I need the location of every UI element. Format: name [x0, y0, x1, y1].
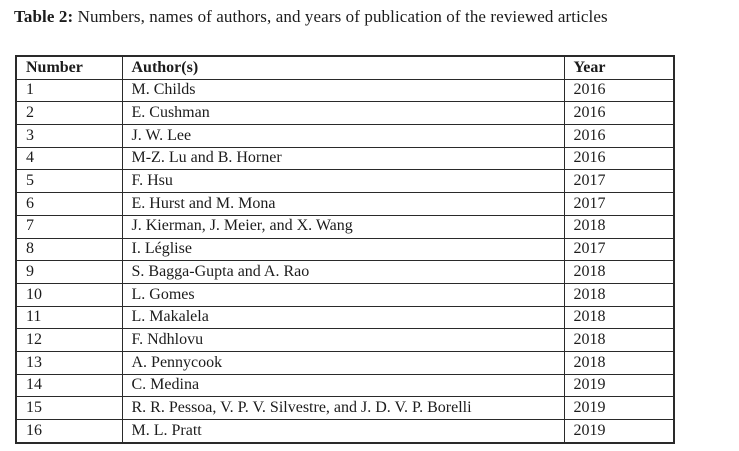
table-row — [16, 215, 674, 238]
cell-number: 3 — [16, 125, 122, 148]
table-row — [16, 261, 674, 284]
cell-authors: E. Cushman — [122, 102, 564, 125]
cell-year: 2016 — [564, 125, 674, 148]
cell-number: 13 — [16, 351, 122, 374]
cell-number: 7 — [16, 215, 122, 238]
cell-authors: L. Gomes — [122, 283, 564, 306]
table-caption-label: Table 2: — [14, 7, 74, 26]
cell-authors: M. Childs — [122, 79, 564, 102]
table-row — [16, 420, 674, 443]
table-row — [16, 306, 674, 329]
cell-authors: S. Bagga-Gupta and A. Rao — [122, 261, 564, 284]
cell-authors: F. Ndhlovu — [122, 329, 564, 352]
cell-number: 4 — [16, 147, 122, 170]
cell-authors: M. L. Pratt — [122, 420, 564, 443]
cell-number: 12 — [16, 329, 122, 352]
cell-authors: J. Kierman, J. Meier, and X. Wang — [122, 215, 564, 238]
cell-year: 2016 — [564, 147, 674, 170]
cell-authors: L. Makalela — [122, 306, 564, 329]
table-row — [16, 193, 674, 216]
table-row — [16, 102, 674, 125]
cell-number: 9 — [16, 261, 122, 284]
table-row — [16, 351, 674, 374]
cell-number: 6 — [16, 193, 122, 216]
cell-authors: A. Pennycook — [122, 351, 564, 374]
table-row — [16, 329, 674, 352]
table-caption — [14, 6, 608, 27]
cell-year: 2016 — [564, 79, 674, 102]
cell-number: 10 — [16, 283, 122, 306]
cell-number: 15 — [16, 397, 122, 420]
cell-number: 8 — [16, 238, 122, 261]
table-caption-text: Numbers, names of authors, and years of publication of the reviewed articles — [73, 7, 608, 26]
header-year: Year — [564, 56, 674, 79]
reviewed-articles-table — [15, 55, 675, 444]
cell-number: 14 — [16, 374, 122, 397]
cell-number: 11 — [16, 306, 122, 329]
cell-authors: J. W. Lee — [122, 125, 564, 148]
cell-year: 2018 — [564, 306, 674, 329]
table-row — [16, 374, 674, 397]
cell-year: 2016 — [564, 102, 674, 125]
table-row — [16, 170, 674, 193]
cell-authors: I. Léglise — [122, 238, 564, 261]
cell-year: 2017 — [564, 193, 674, 216]
table-row — [16, 238, 674, 261]
cell-authors: C. Medina — [122, 374, 564, 397]
cell-year: 2018 — [564, 261, 674, 284]
cell-number: 16 — [16, 420, 122, 443]
cell-number: 1 — [16, 79, 122, 102]
header-number: Number — [16, 56, 122, 79]
table-row — [16, 125, 674, 148]
cell-number: 5 — [16, 170, 122, 193]
cell-year: 2019 — [564, 397, 674, 420]
cell-year: 2019 — [564, 374, 674, 397]
cell-authors: E. Hurst and M. Mona — [122, 193, 564, 216]
cell-year: 2018 — [564, 329, 674, 352]
cell-authors: F. Hsu — [122, 170, 564, 193]
table-row — [16, 79, 674, 102]
table-row — [16, 147, 674, 170]
header-authors: Author(s) — [122, 56, 564, 79]
table-row — [16, 283, 674, 306]
cell-year: 2019 — [564, 420, 674, 443]
table-header-row — [16, 56, 674, 79]
table-row — [16, 397, 674, 420]
cell-year: 2018 — [564, 351, 674, 374]
cell-year: 2018 — [564, 283, 674, 306]
cell-number: 2 — [16, 102, 122, 125]
cell-authors: R. R. Pessoa, V. P. V. Silvestre, and J. D. V. P. Borelli — [122, 397, 564, 420]
cell-year: 2017 — [564, 170, 674, 193]
cell-year: 2018 — [564, 215, 674, 238]
cell-year: 2017 — [564, 238, 674, 261]
cell-authors: M-Z. Lu and B. Horner — [122, 147, 564, 170]
